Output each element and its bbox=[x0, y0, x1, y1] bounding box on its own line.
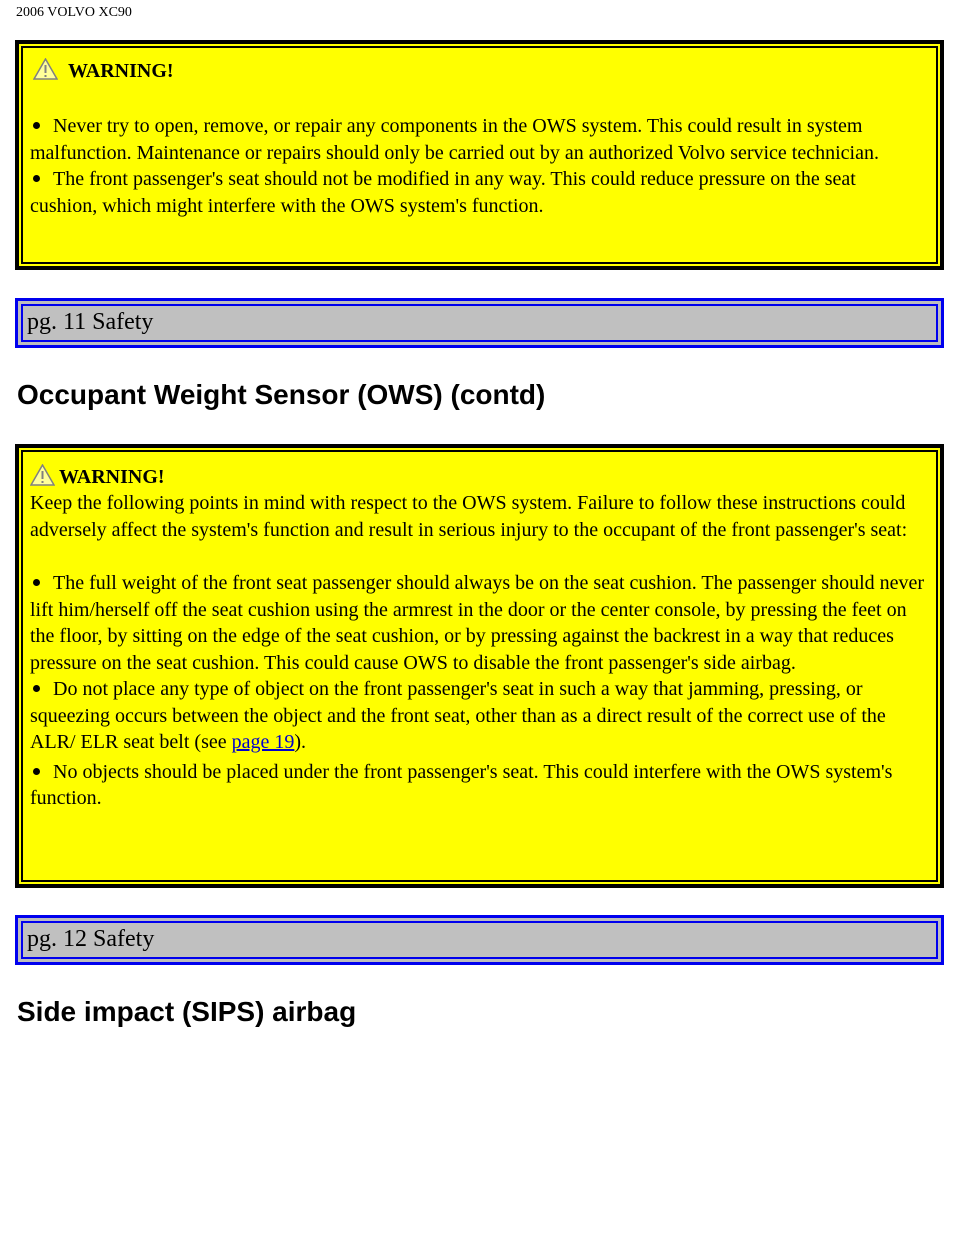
warning-bullet-text: Never try to open, remove, or repair any components in the OWS system. This could result in system malfunction. Maintenance or repairs should only be carried out by an authorized Volvo service technician. bbox=[30, 115, 879, 164]
warning-bullet bbox=[30, 113, 928, 166]
warning-title bbox=[33, 58, 928, 84]
warning-triangle-icon bbox=[33, 58, 58, 80]
page-bar-label: pg. 12 Safety bbox=[21, 921, 938, 959]
page-bar-12 bbox=[15, 915, 944, 965]
bullet-icon bbox=[33, 685, 40, 692]
warning-box-1-inner bbox=[21, 46, 938, 264]
warning-title-text: WARNING! bbox=[59, 466, 165, 488]
warning-bullet bbox=[30, 166, 928, 219]
bullet-icon bbox=[33, 768, 40, 775]
warning-bullet-text-end: ). bbox=[294, 731, 307, 753]
warning-bullet-text: The front passenger's seat should not be modified in any way. This could reduce pressure on the seat cushion, which might interfere with the OWS system's function. bbox=[30, 168, 856, 217]
warning-bullet bbox=[30, 759, 928, 812]
warning-triangle-icon bbox=[30, 464, 55, 486]
bullet-icon bbox=[33, 579, 40, 586]
warning-box-2 bbox=[15, 444, 944, 888]
section-heading-ows: Occupant Weight Sensor (OWS) (contd) bbox=[17, 379, 546, 410]
page-bar-label: pg. 11 Safety bbox=[21, 304, 938, 342]
page-bar-11 bbox=[15, 298, 944, 348]
warning-bullet-text: No objects should be placed under the front passenger's seat. This could interfere with the OWS system's function. bbox=[30, 760, 893, 809]
warning-bullet-text: Do not place any type of object on the front passenger's seat in such a way that jamming, pressing, or squeezing occurs between the object and the front seat, other than as a direct result of the correct use of the ALR/ ELR seat belt (see bbox=[30, 678, 886, 753]
document-title: 2006 VOLVO XC90 bbox=[16, 5, 132, 20]
bullet-icon bbox=[33, 122, 40, 129]
warning-intro: Keep the following points in mind with respect to the OWS system. Failure to follow these instructions could adversely affect the system's function and result in serious injury to the occupant of the front passenger's seat: bbox=[30, 492, 908, 541]
warning-title bbox=[30, 464, 928, 490]
warning-bullet bbox=[30, 570, 928, 676]
bullet-icon bbox=[33, 175, 40, 182]
section-heading-sips: Side impact (SIPS) airbag bbox=[17, 996, 357, 1027]
warning-bullet bbox=[30, 676, 928, 756]
page-19-link[interactable]: page 19 bbox=[231, 731, 295, 753]
warning-box-1 bbox=[15, 40, 944, 270]
warning-bullet-text: The full weight of the front seat passenger should always be on the seat cushion. The passenger should never lift him/herself off the seat cushion using the armrest in the door or the center console, by pressing the feet on the floor, by sitting on the edge of the seat cushion, or by pressing against the backrest in a way that reduces pressure on the seat cushion. This could cause OWS to disable the front passenger's side airbag. bbox=[30, 572, 925, 674]
warning-title-text: WARNING! bbox=[68, 60, 174, 82]
warning-box-2-inner bbox=[21, 450, 938, 882]
